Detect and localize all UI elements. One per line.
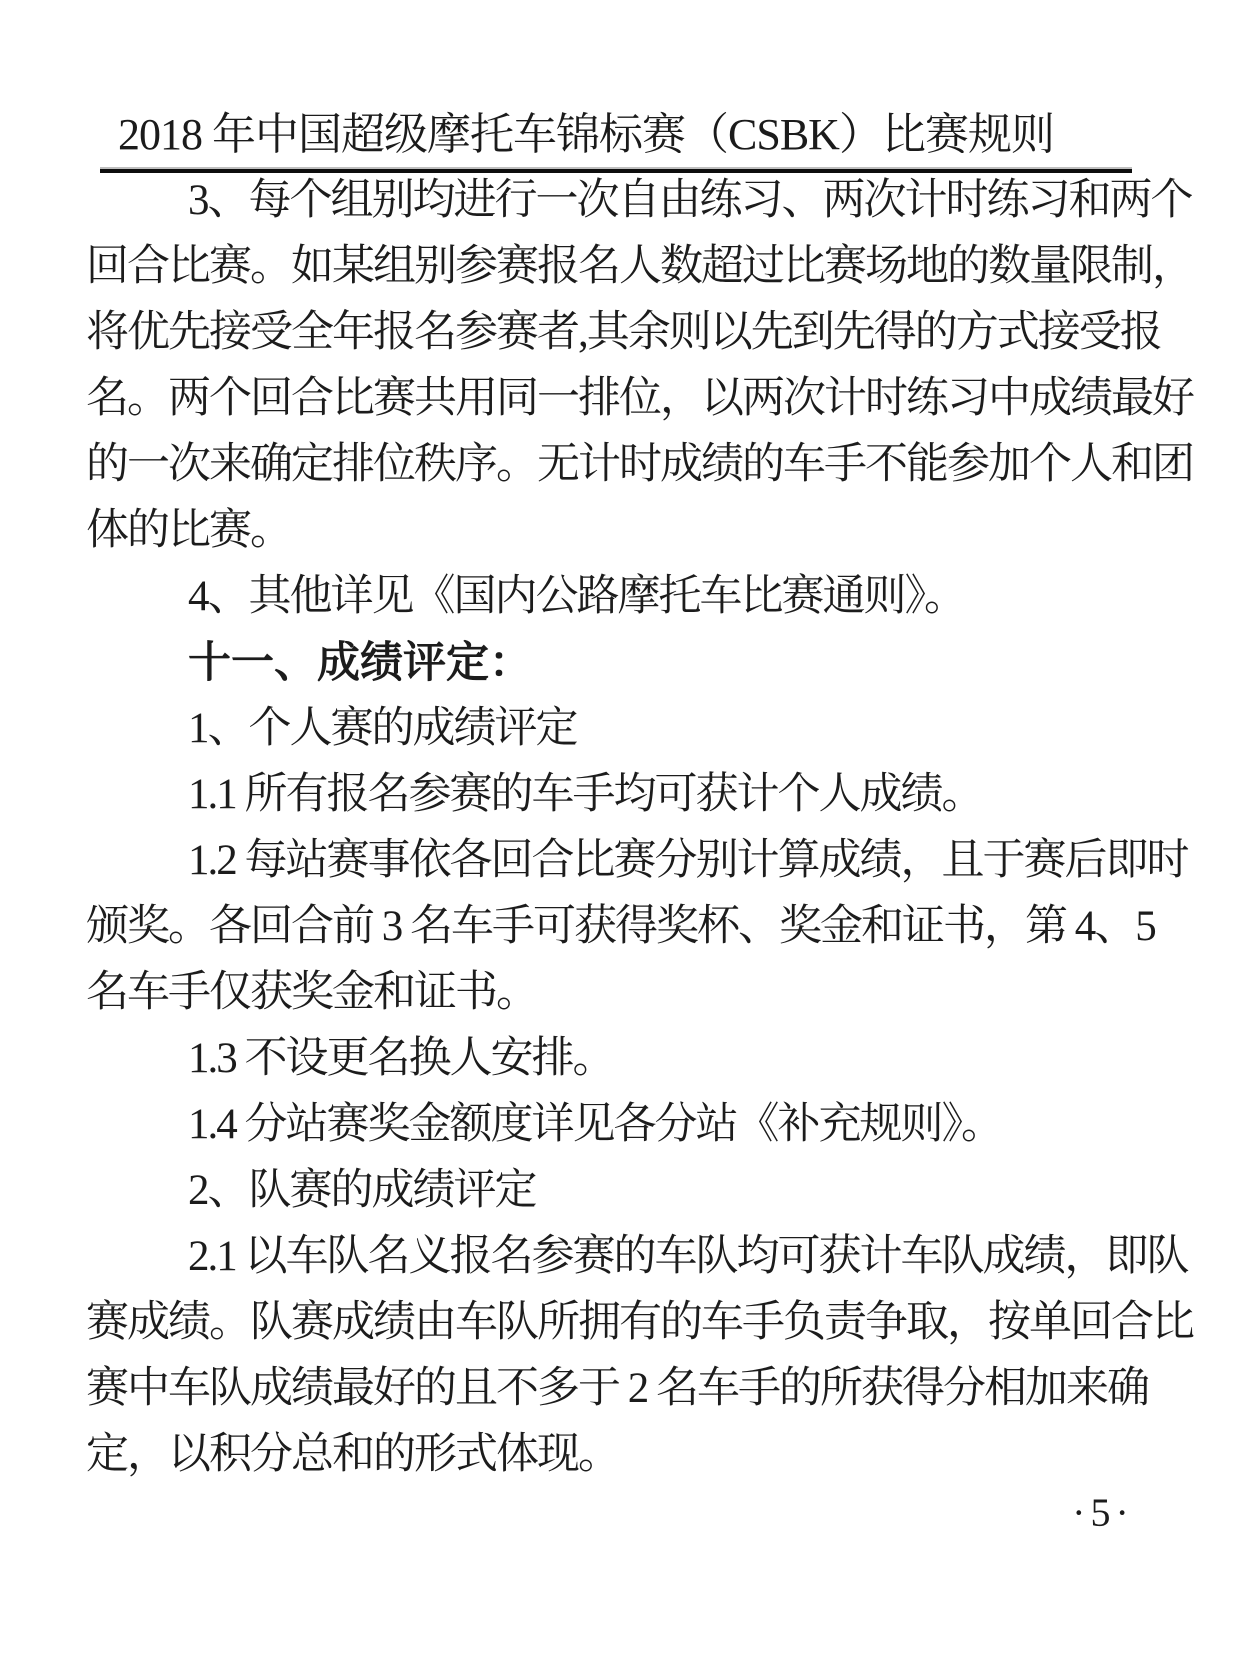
section-heading-line: 十一、成绩评定： bbox=[188, 639, 532, 687]
text-line: 4、其他详见《国内公路摩托车比赛通则》。 bbox=[188, 573, 965, 620]
text-line: 赛中车队成绩最好的且不多于 2 名车手的所获得分相加来确 bbox=[86, 1365, 1148, 1412]
text-line: 赛成绩。队赛成绩由车队所拥有的车手负责争取，按单回合比 bbox=[86, 1299, 1193, 1346]
text-line: 1.1 所有报名参赛的车手均可获计个人成绩。 bbox=[188, 771, 983, 818]
page-number: ·5· bbox=[1072, 1490, 1134, 1535]
text-line: 名车手仅获奖金和证书。 bbox=[86, 969, 537, 1016]
text-line: 2、队赛的成绩评定 bbox=[188, 1167, 536, 1214]
document-header bbox=[118, 106, 1158, 166]
text-line: 名。两个回合比赛共用同一排位，以两次计时练习中成绩最好 bbox=[86, 375, 1193, 422]
document-title: 2018 年中国超级摩托车锦标赛（CSBK）比赛规则 bbox=[118, 110, 1054, 159]
text-line: 3、每个组别均进行一次自由练习、两次计时练习和两个 bbox=[188, 177, 1192, 224]
text-line: 的一次来确定排位秩序。无计时成绩的车手不能参加个人和团 bbox=[86, 441, 1193, 488]
text-line: 体的比赛。 bbox=[86, 507, 291, 554]
text-line: 1、个人赛的成绩评定 bbox=[188, 705, 577, 752]
text-line: 颁奖。各回合前 3 名车手可获得奖杯、奖金和证书，第 4、5 bbox=[86, 903, 1155, 950]
text-line: 定，以积分总和的形式体现。 bbox=[86, 1431, 619, 1478]
text-line: 1.3 不设更名换人安排。 bbox=[188, 1035, 614, 1082]
text-line: 回合比赛。如某组别参赛报名人数超过比赛场地的数量限制， bbox=[86, 243, 1193, 290]
text-line: 1.2 每站赛事依各回合比赛分别计算成绩，且于赛后即时 bbox=[188, 837, 1188, 884]
text-line: 2.1 以车队名义报名参赛的车队均可获计车队成绩，即队 bbox=[188, 1233, 1188, 1280]
document-body bbox=[86, 168, 1193, 1488]
text-line: 1.4 分站赛奖金额度详见各分站《补充规则》。 bbox=[188, 1101, 1002, 1148]
text-line: 将优先接受全年报名参赛者,其余则以先到先得的方式接受报 bbox=[86, 309, 1161, 356]
